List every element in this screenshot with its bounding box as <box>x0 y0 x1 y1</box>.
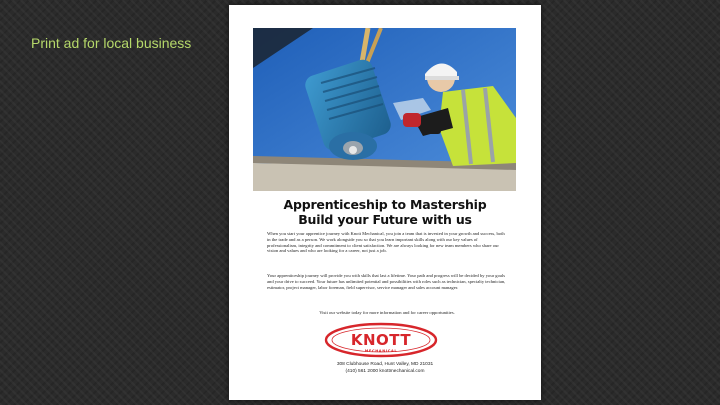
ad-headline <box>229 197 541 227</box>
headline-line-1: Apprenticeship to Mastership <box>283 197 487 212</box>
address-line: 308 Clubhouse Road, Hunt Valley, MD 21031 <box>336 362 434 367</box>
knott-logo <box>323 321 439 359</box>
headline-line-2: Build your Future with us <box>298 212 472 227</box>
ad-paragraph-3: Visit our website today for more information and for career opportunities. <box>319 310 455 315</box>
ad-paragraph-1: When you start your apprentice journey with Knott Mechanical, you join a team that is invested in your growth and success, both in the trade and as a person. We work alongside you so that you learn important skills along with our key values of professionalism, integrity and commitment to client satisfaction. We are always looking for new team members who share our vision and values and who are looking for a career, not just a job. <box>267 231 505 254</box>
contact-line: (410) 561 2000 knottmechanical.com <box>345 369 425 374</box>
logo-text: KNOTT <box>350 331 412 349</box>
ad-paragraph-2: Your apprenticeship journey will provide you with skills that last a lifetime. Your path and progress will be decided by your goals and your drive to succeed. Your future has unlimited potential and possibilities with roles such as technician, specialty technician, estimator, project manager, labor foreman, field supervisor, service manager and sales account manager. <box>267 273 506 290</box>
logo-subtext: MECHANICAL <box>364 349 398 353</box>
print-ad <box>229 5 541 400</box>
slide-title: Print ad for local business <box>31 35 192 51</box>
ad-photo <box>253 28 516 191</box>
